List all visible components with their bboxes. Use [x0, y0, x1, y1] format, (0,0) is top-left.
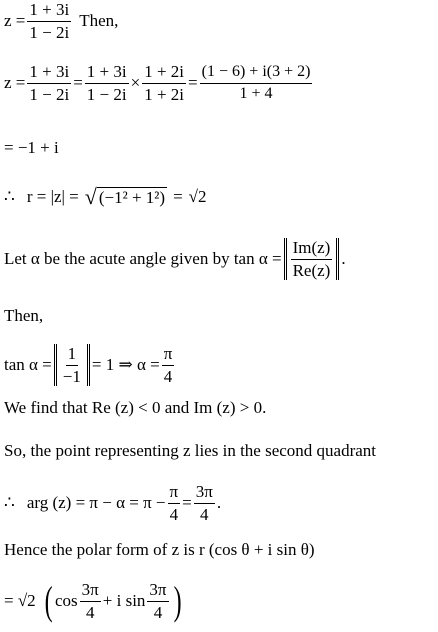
line-quadrant: So, the point representing z lies in the second quadrant	[4, 441, 377, 460]
z-fraction: $\frac{1 + 3i}{1 - 2i}$	[29, 0, 70, 42]
equals: =	[173, 187, 183, 206]
acute-angle-text: Let α be the acute angle given by tan α =	[4, 249, 282, 269]
z-lhs-2: z =	[4, 73, 26, 93]
left-paren: (	[44, 578, 53, 624]
line-acute-angle	[4, 238, 346, 280]
abs-fraction	[54, 344, 90, 386]
fraction-expanded: $\frac{(1 - 6) + i(3 + 2)}{1 + 4}$	[201, 63, 311, 102]
pi-over-four: $\frac{\pi}{4}$	[163, 344, 173, 386]
modulus-result: √2	[188, 187, 207, 206]
line-then: Then,	[4, 306, 44, 325]
line-argument	[4, 482, 221, 524]
pi-over-four: $\frac{\pi}{4}$	[169, 482, 179, 524]
equals: =	[73, 73, 83, 93]
one-over-minus-one: $\frac{1}{-1}$	[62, 344, 81, 386]
sqrt2: = √2	[4, 591, 36, 611]
im-re-fraction: $\frac{Im(z)}{Re(z)}$	[292, 238, 331, 280]
fraction-conjugate: $\frac{1 + 2i}{1 + 2i}$	[144, 62, 185, 104]
equals: =	[182, 493, 192, 513]
line-tan-alpha	[4, 344, 176, 386]
line-z-definition	[4, 0, 118, 42]
right-paren: )	[173, 578, 182, 624]
tan-rest: = 1 ⇒ α =	[91, 355, 160, 375]
modulus-lhs: r = |z| =	[26, 187, 79, 206]
plus-i-sin: + i sin	[102, 591, 146, 611]
line-polar-form	[4, 580, 184, 622]
therefore-symbol: ∴	[4, 187, 15, 206]
three-pi-over-four: $\frac{3\pi}{4}$	[195, 482, 213, 524]
line-polar-form-intro: Hence the polar form of z is r (cos θ + i sin θ)	[4, 540, 315, 559]
period: .	[341, 249, 346, 269]
three-pi-over-four: $\frac{3\pi}{4}$	[81, 580, 99, 622]
times-sign: ×	[130, 73, 141, 93]
three-pi-over-four: $\frac{3\pi}{4}$	[149, 580, 167, 622]
abs-ratio	[284, 238, 340, 280]
period: .	[216, 493, 222, 513]
cos-label: cos	[55, 591, 78, 611]
fraction-original: $\frac{1 + 3i}{1 - 2i}$	[29, 62, 70, 104]
line-rationalize	[4, 62, 314, 104]
tan-lhs: tan α =	[4, 355, 52, 375]
sqrt-expression: √ (−1² + 1²)	[84, 184, 166, 209]
fraction-repeat: $\frac{1 + 3i}{1 - 2i}$	[86, 62, 127, 104]
therefore-symbol: ∴	[4, 493, 15, 513]
z-lhs: z =	[4, 11, 26, 31]
line-modulus	[4, 186, 207, 208]
arg-lhs: arg (z) = π − α = π −	[26, 493, 166, 513]
line-re-im-sign: We find that Re (z) < 0 and Im (z) > 0.	[4, 398, 267, 417]
then-label: Then,	[79, 11, 119, 31]
equals: =	[188, 73, 198, 93]
line-simplified: = −1 + i	[4, 138, 59, 157]
radical-sign: √	[84, 184, 97, 209]
